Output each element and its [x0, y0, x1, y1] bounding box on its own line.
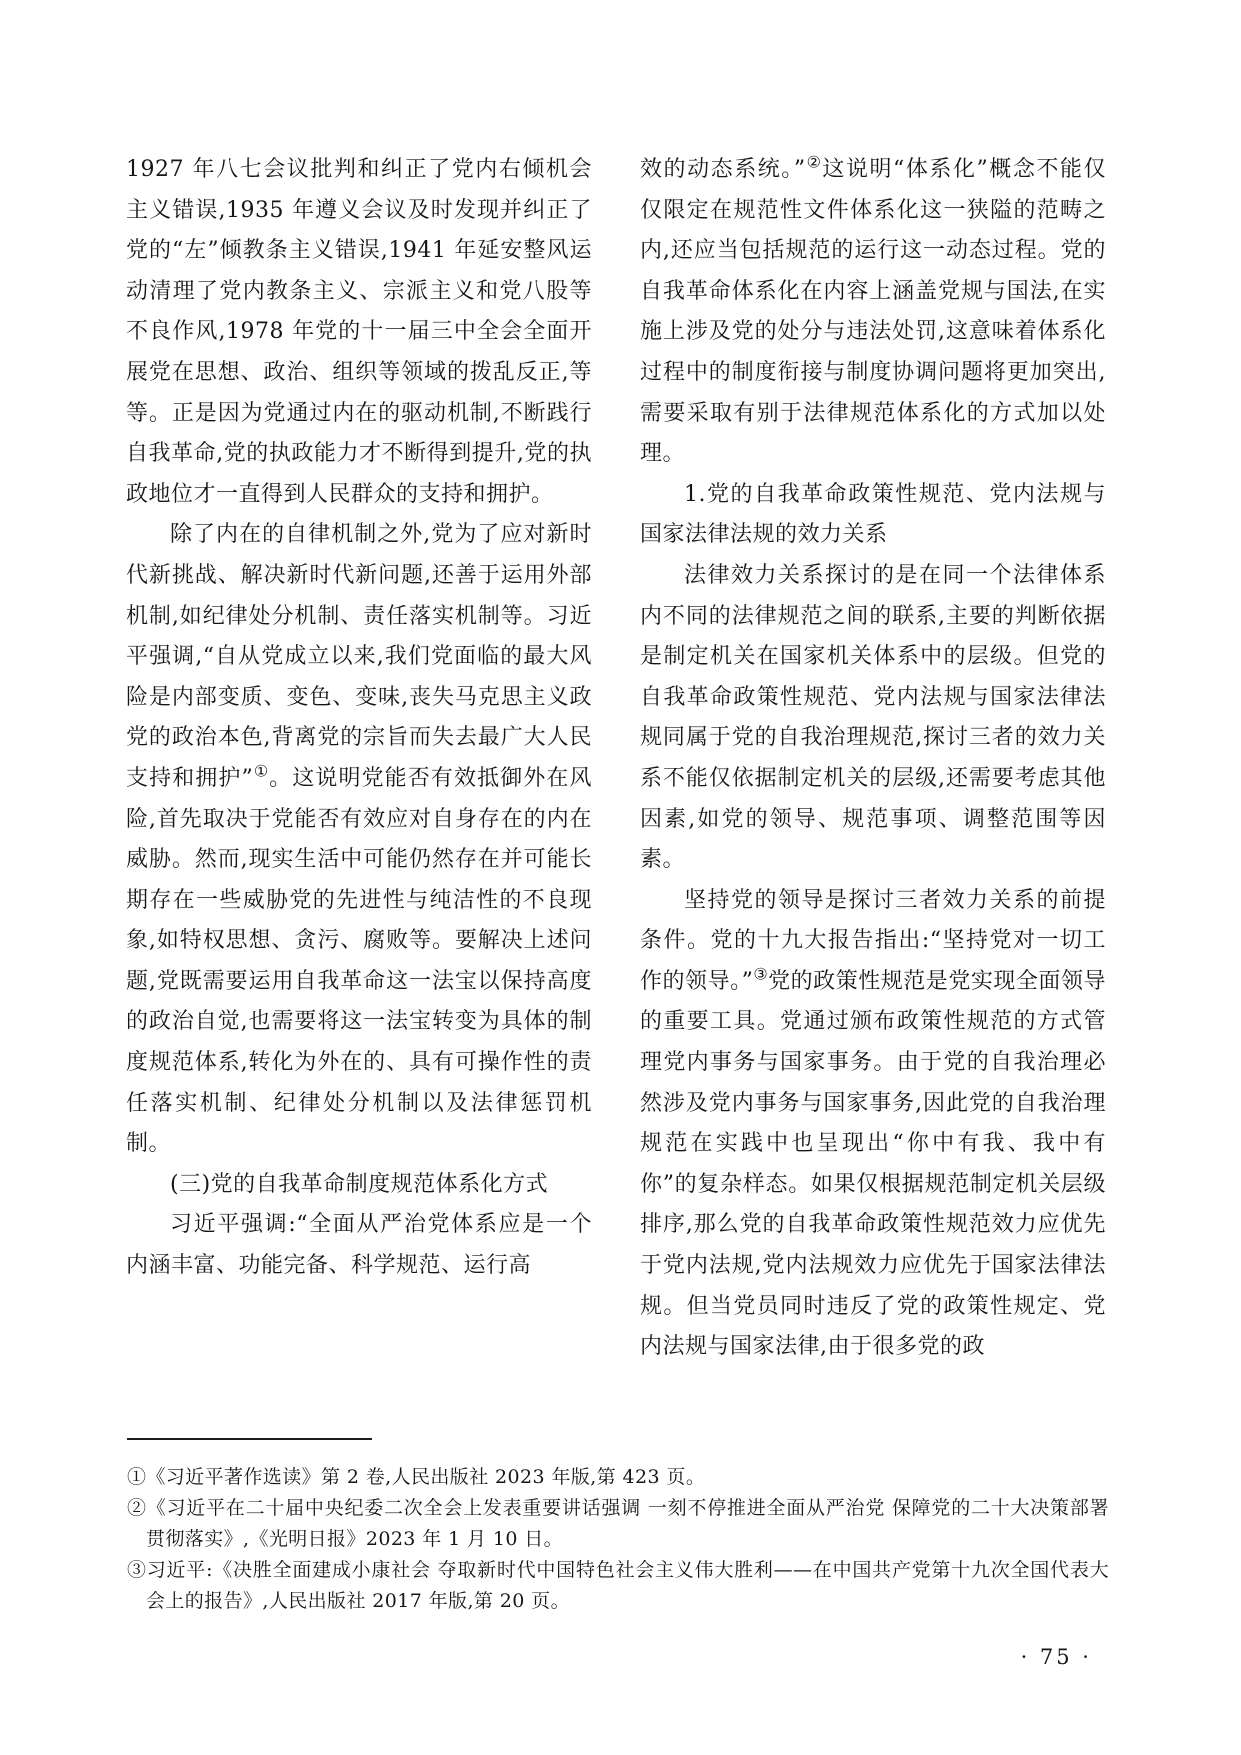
- footnote: ③习近平:《决胜全面建成小康社会 夺取新时代中国特色社会主义伟大胜利——在中国共产党第十九次全国代表大会上的报告》,人民出版社 2017 年版,第 20 页。: [127, 1559, 1109, 1612]
- footnote: ②《习近平在二十届中央纪委二次全会上发表重要讲话强调 一刻不停推进全面从严治党 保障党的二十大决策部署贯彻落实》,《光明日报》2023 年 1 月 10 日。: [127, 1497, 1109, 1550]
- paragraph: 法律效力关系探讨的是在同一个法律体系内不同的法律规范之间的联系,主要的判断依据是制定机关在国家机关体系中的层级。但党的自我革命政策性规范、党内法规与国家法律法规同属于党的自我治理规范,探讨三者的效力关系不能仅依据制定机关的层级,还需要考虑其他因素,如党的领导、规范事项、调整范围等因素。: [640, 562, 1106, 873]
- footnote-separator: [127, 1438, 372, 1440]
- footnote-reference-mark: ①: [253, 761, 270, 781]
- paragraph: 效的动态系统。”②这说明“体系化”概念不能仅仅限定在规范性文件体系化这一狭隘的范畴之内,还应当包括规范的运行这一动态过程。党的自我革命体系化在内容上涵盖党规与国法,在实施上涉及党的处分与违法处罚,这意味着体系化过程中的制度衔接与制度协调问题将更加突出,需要采取有别于法律规范体系化的方式加以处理。: [640, 152, 1106, 467]
- left-column: [126, 150, 592, 1287]
- paragraph: 1927 年八七会议批判和纠正了党内右倾机会主义错误,1935 年遵义会议及时发现并纠正了党的“左”倾教条主义错误,1941 年延安整风运动清理了党内教条主义、宗派主义和党八股等不良作风,1978 年党的十一届三中全会全面开展党在思想、政治、组织等领域的拨乱反正,等等。正是因为党通过内在的驱动机制,不断践行自我革命,党的执政能力才不断得到提升,党的执政地位才一直得到人民群众的支持和拥护。: [126, 157, 592, 507]
- footnotes: [127, 1462, 1109, 1617]
- footnote: ①《习近平著作选读》第 2 卷,人民出版社 2023 年版,第 423 页。: [127, 1466, 706, 1488]
- paragraph: 除了内在的自律机制之外,党为了应对新时代新挑战、解决新时代新问题,还善于运用外部机制,如纪律处分机制、责任落实机制等。习近平强调,“自从党成立以来,我们党面临的最大风险是内部变质、变色、变味,丧失马克思主义政党的政治本色,背离党的宗旨而失去最广大人民支持和拥护”①。这说明党能否有效抵御外在风险,首先取决于党能否有效应对自身存在的内在威胁。然而,现实生活中可能仍然存在并可能长期存在一些威胁党的先进性与纯洁性的不良现象,如特权思想、贪污、腐败等。要解决上述问题,党既需要运用自我革命这一法宝以保持高度的政治自觉,也需要将这一法宝转变为具体的制度规范体系,转化为外在的、具有可操作性的责任落实机制、纪律处分机制以及法律惩罚机制。: [126, 522, 592, 1157]
- section-heading: 1.党的自我革命政策性规范、党内法规与国家法律法规的效力关系: [640, 481, 1106, 548]
- footnote-reference-mark: ③: [753, 964, 769, 984]
- right-column: [640, 150, 1106, 1368]
- paragraph: 坚持党的领导是探讨三者效力关系的前提条件。党的十九大报告指出:“坚持党对一切工作的领导。”③党的政策性规范是党实现全面领导的重要工具。党通过颁布政策性规范的方式管理党内事务与国家事务。由于党的自我治理必然涉及党内事务与国家事务,因此党的自我治理规范在实践中也呈现出“你中有我、我中有你”的复杂样态。如果仅根据规范制定机关层级排序,那么党的自我革命政策性规范效力应优先于党内法规,党内法规效力应优先于国家法律法规。但当党员同时违反了党的政策性规定、党内法规与国家法律,由于很多党的政: [640, 887, 1106, 1360]
- page-number: · 75 ·: [1020, 1645, 1092, 1669]
- paragraph: 习近平强调:“全面从严治党体系应是一个内涵丰富、功能完备、科学规范、运行高: [126, 1212, 592, 1279]
- section-heading: (三)党的自我革命制度规范体系化方式: [170, 1171, 549, 1197]
- footnote-reference-mark: ②: [805, 152, 823, 172]
